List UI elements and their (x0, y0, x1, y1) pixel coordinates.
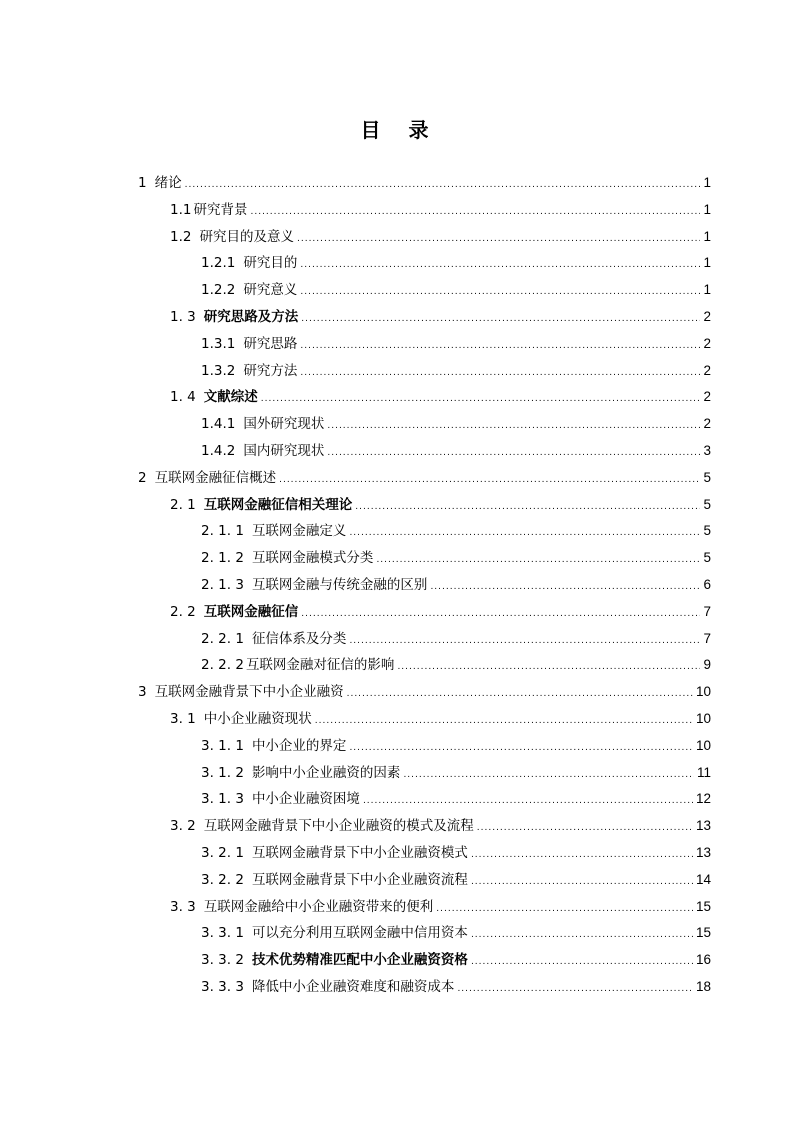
toc-page-number: 3 (703, 442, 711, 458)
toc-entry[interactable] (138, 947, 711, 974)
toc-title: 可以充分利用互联网金融中信用资本 (251, 925, 468, 942)
toc-leader-dots (261, 386, 701, 413)
toc-entry[interactable] (138, 358, 711, 385)
toc-entry[interactable] (138, 438, 711, 465)
toc-leader-dots (376, 547, 700, 574)
toc-number: 1.2.2 (201, 282, 236, 299)
toc-leader-dots (471, 922, 693, 949)
toc-page-number: 13 (695, 818, 711, 834)
table-of-contents (138, 170, 711, 1001)
toc-page-number: 7 (703, 603, 711, 619)
toc-title: 中小企业融资困境 (251, 791, 360, 808)
toc-title: 研究方法 (243, 362, 298, 379)
toc-title: 研究目的及意义 (199, 228, 294, 245)
toc-number: 3. 1. 1 (201, 737, 244, 754)
toc-entry[interactable] (138, 197, 711, 224)
toc-leader-dots (301, 306, 700, 333)
toc-number: 3. 2. 2 (201, 871, 244, 888)
toc-title: 中小企业的界定 (251, 737, 347, 754)
toc-number: 1.4.2 (201, 442, 236, 459)
toc-entry[interactable] (138, 492, 711, 519)
toc-title: 研究思路及方法 (203, 308, 299, 325)
toc-entry[interactable] (138, 518, 711, 545)
toc-page-number: 11 (696, 764, 711, 780)
toc-title: 研究意义 (243, 282, 298, 299)
toc-entry[interactable] (138, 867, 711, 894)
toc-number: 1.3.1 (201, 335, 236, 352)
toc-page-number: 13 (695, 844, 711, 860)
toc-leader-dots (349, 628, 700, 655)
toc-title: 互联网金融定义 (251, 523, 347, 540)
toc-number: 2. 1. 1 (201, 523, 244, 540)
toc-page-number: 7 (703, 630, 711, 646)
toc-title: 文献综述 (203, 389, 258, 406)
toc-page-number: 1 (703, 228, 711, 244)
toc-number: 3. 3. 1 (201, 925, 244, 942)
toc-title: 互联网金融模式分类 (251, 550, 374, 567)
toc-number: 2. 1. 2 (201, 550, 244, 567)
toc-leader-dots (471, 842, 693, 869)
toc-entry[interactable] (138, 706, 711, 733)
toc-title: 研究思路 (243, 335, 298, 352)
toc-title: 互联网金融征信相关理论 (203, 496, 353, 513)
toc-entry[interactable] (138, 411, 711, 438)
toc-page-number: 2 (703, 308, 711, 324)
toc-title: 研究目的 (243, 255, 298, 272)
toc-leader-dots (250, 199, 700, 226)
page-title: 目 录 (360, 118, 433, 142)
toc-title: 互联网金融对征信的影响 (245, 657, 395, 674)
toc-leader-dots (301, 601, 700, 628)
toc-entry[interactable] (138, 760, 711, 787)
toc-number: 1.1 (170, 201, 192, 218)
toc-entry[interactable] (138, 813, 711, 840)
toc-number: 1. 3 (170, 308, 196, 325)
toc-title: 研究背景 (193, 201, 248, 218)
toc-number: 2 (138, 469, 147, 486)
toc-page-number: 12 (695, 791, 711, 807)
toc-page-number: 5 (703, 550, 711, 566)
toc-leader-dots (297, 226, 701, 253)
toc-leader-dots (279, 467, 700, 494)
toc-entry[interactable] (138, 920, 711, 947)
toc-page-number: 1 (703, 201, 711, 217)
toc-page-number: 14 (695, 871, 711, 887)
toc-number: 2. 1 (170, 496, 196, 513)
toc-number: 3 (138, 684, 147, 701)
toc-leader-dots (457, 976, 693, 1003)
toc-entry[interactable] (138, 384, 711, 411)
toc-page-number: 5 (703, 523, 711, 539)
toc-page-number: 16 (695, 952, 711, 968)
toc-title: 技术优势精准匹配中小企业融资资格 (251, 952, 468, 969)
toc-title: 互联网金融与传统金融的区别 (251, 576, 428, 593)
toc-number: 3. 1. 3 (201, 791, 244, 808)
toc-leader-dots (471, 869, 693, 896)
toc-entry[interactable] (138, 224, 711, 251)
toc-leader-dots (471, 949, 693, 976)
toc-entry[interactable] (138, 545, 711, 572)
toc-entry[interactable] (138, 599, 711, 626)
toc-title: 征信体系及分类 (251, 630, 347, 647)
toc-leader-dots (300, 252, 700, 279)
toc-leader-dots (315, 708, 693, 735)
toc-leader-dots (397, 654, 700, 681)
toc-page-number: 5 (703, 469, 711, 485)
toc-number: 1. 4 (170, 389, 196, 406)
toc-entry[interactable] (138, 331, 711, 358)
toc-number: 3. 2 (170, 818, 196, 835)
toc-page-number: 2 (703, 389, 711, 405)
toc-title: 国外研究现状 (243, 416, 325, 433)
toc-leader-dots (349, 520, 700, 547)
toc-leader-dots (430, 574, 700, 601)
toc-number: 3. 3. 2 (201, 952, 244, 969)
toc-number: 3. 1 (170, 710, 196, 727)
toc-number: 3. 3 (170, 898, 196, 915)
toc-number: 2. 2. 2 (201, 657, 244, 674)
toc-page-number: 9 (703, 657, 711, 673)
toc-page-number: 10 (695, 710, 711, 726)
toc-entry[interactable] (138, 786, 711, 813)
toc-page-number: 1 (703, 175, 711, 190)
toc-leader-dots (327, 440, 700, 467)
toc-leader-dots (185, 172, 701, 199)
toc-number: 2. 2 (170, 603, 196, 620)
toc-title: 国内研究现状 (243, 442, 325, 459)
toc-leader-dots (300, 333, 700, 360)
toc-number: 1.4.1 (201, 416, 236, 433)
toc-entry[interactable] (138, 572, 711, 599)
toc-entry[interactable] (138, 250, 711, 277)
toc-title: 影响中小企业融资的因素 (251, 764, 401, 781)
toc-number: 3. 1. 2 (201, 764, 244, 781)
toc-page-number: 6 (703, 576, 711, 592)
toc-title: 互联网金融征信 (203, 603, 299, 620)
toc-title: 互联网金融给中小企业融资带来的便利 (203, 898, 434, 915)
toc-leader-dots (300, 360, 700, 387)
toc-page-number: 2 (703, 416, 711, 432)
toc-leader-dots (355, 494, 700, 521)
toc-entry[interactable] (138, 652, 711, 679)
toc-page-number: 10 (695, 684, 711, 700)
toc-number: 2. 2. 1 (201, 630, 244, 647)
toc-title: 互联网金融背景下中小企业融资 (154, 684, 344, 701)
toc-title: 降低中小企业融资难度和融资成本 (251, 978, 455, 995)
toc-page-number: 15 (695, 898, 711, 914)
toc-title: 绪论 (154, 175, 182, 191)
toc-page-number: 18 (695, 978, 711, 994)
toc-page-number: 5 (703, 496, 711, 512)
toc-page-number: 10 (695, 737, 711, 753)
toc-leader-dots (477, 815, 693, 842)
toc-leader-dots (327, 413, 700, 440)
toc-number: 3. 3. 3 (201, 978, 244, 995)
toc-leader-dots (363, 788, 693, 815)
toc-entry[interactable] (138, 465, 711, 492)
toc-number: 1 (138, 175, 147, 191)
toc-leader-dots (403, 762, 694, 789)
toc-page-number: 2 (703, 362, 711, 378)
toc-page-number: 15 (695, 925, 711, 941)
toc-leader-dots (347, 681, 693, 708)
toc-entry[interactable] (138, 277, 711, 304)
toc-number: 3. 2. 1 (201, 844, 244, 861)
toc-number: 2. 1. 3 (201, 576, 244, 593)
toc-page-number: 1 (703, 282, 711, 298)
toc-entry[interactable] (138, 679, 711, 706)
toc-title: 互联网金融背景下中小企业融资流程 (251, 871, 468, 888)
toc-number: 1.3.2 (201, 362, 236, 379)
toc-page-number: 2 (703, 335, 711, 351)
toc-entry[interactable] (138, 304, 711, 331)
toc-leader-dots (436, 896, 693, 923)
toc-entry[interactable] (138, 840, 711, 867)
toc-leader-dots (349, 735, 693, 762)
toc-title: 互联网金融背景下中小企业融资模式 (251, 844, 468, 861)
toc-entry[interactable] (138, 170, 711, 197)
toc-page-number: 1 (703, 255, 711, 271)
toc-title: 中小企业融资现状 (203, 710, 312, 727)
toc-title: 互联网金融背景下中小企业融资的模式及流程 (203, 818, 474, 835)
toc-entry[interactable] (138, 733, 711, 760)
toc-entry[interactable] (138, 894, 711, 921)
toc-leader-dots (300, 279, 700, 306)
toc-number: 1.2 (170, 228, 192, 245)
toc-number: 1.2.1 (201, 255, 236, 272)
toc-title: 互联网金融征信概述 (154, 469, 277, 486)
toc-entry[interactable] (138, 974, 711, 1001)
toc-entry[interactable] (138, 626, 711, 653)
